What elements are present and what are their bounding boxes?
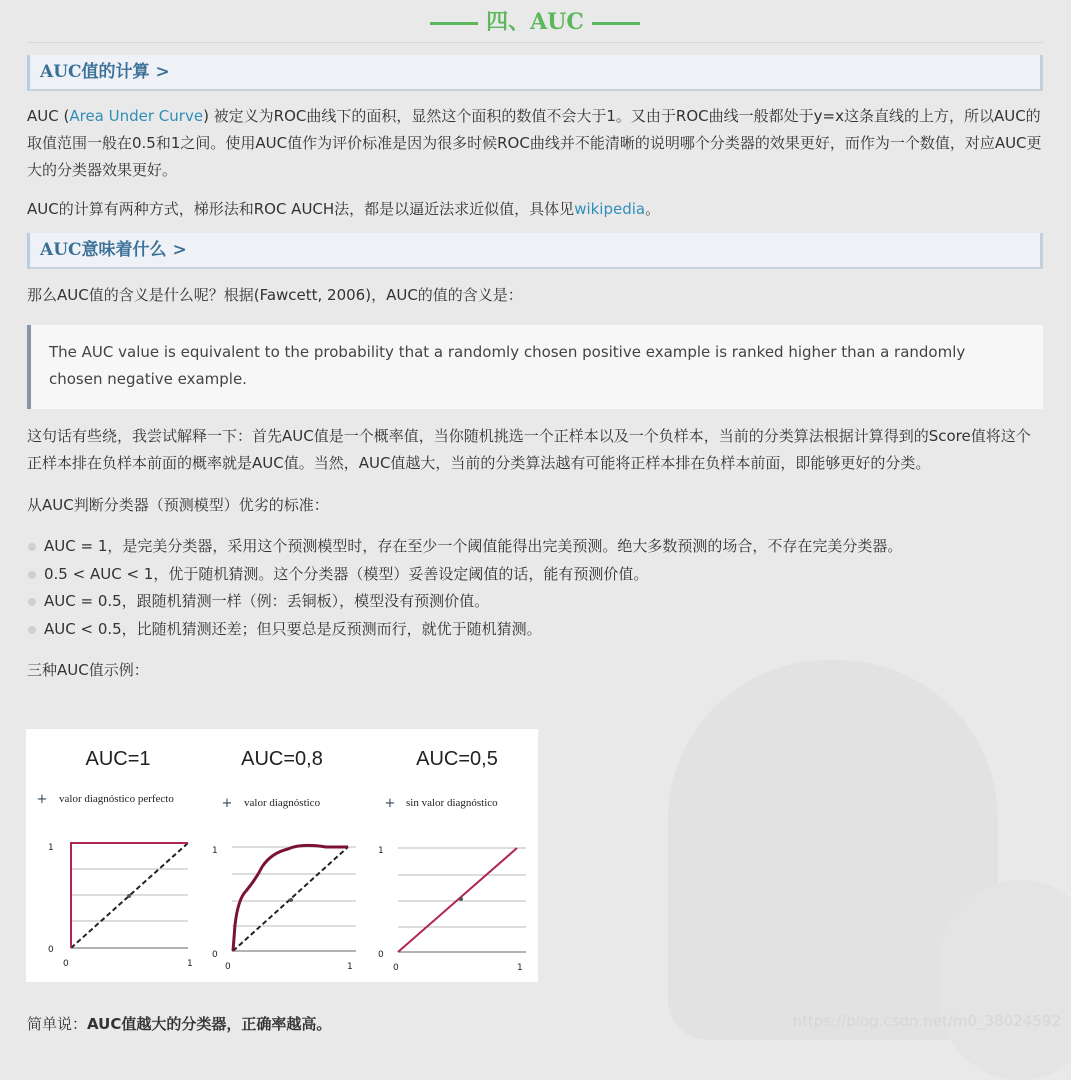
section-heading-auc-calculation: AUC值的计算 > [27,55,1043,91]
panel-auc-1 [37,748,193,969]
panel-auc-0-8 [212,748,356,972]
auc-examples-svg [26,729,538,982]
panel-subtitle: valor diagnóstico [244,797,321,809]
panel-subtitle: sin valor diagnóstico [406,797,498,809]
paragraph-auc-methods: AUC的计算有两种方式，梯形法和ROC AUCH法，都是以逼近法求近似值，具体见wikipedia。 [27,200,661,218]
bullet-icon [28,543,36,551]
svg-text:1: 1 [378,846,384,856]
background-shape [940,880,1071,1080]
list-item: AUC = 1，是完美分类器，采用这个预测模型时，存在至少一个阈值能得出完美预测。绝大多数预测的场合，不存在完美分类器。 [27,533,1043,561]
panel-title: AUC=1 [85,748,151,770]
page-title: 四、AUC [27,0,1043,43]
paragraph-auc-definition: AUC (Area Under Curve) 被定义为ROC曲线下的面积，显然这个面积的数值不会大于1。又由于ROC曲线一般都处于y=x这条直线的上方，所以AUC的取值范围一般在0.5和1之间。使用AUC值作为评价标准是因为很多时候ROC曲线并不能清晰的说明哪个分类器的效果更好，而作为一个数值，对应AUC更大的分类器效果更好。 [27,107,1042,179]
panel-subtitle: valor diagnóstico perfecto [59,793,174,805]
bullet-icon [28,571,36,579]
blockquote: The AUC value is equivalent to the probability that a randomly chosen positive example is ranked higher than a randomly chosen negative example. [27,325,1043,409]
plus-icon: + [36,792,48,807]
svg-text:1: 1 [48,843,54,853]
svg-text:0: 0 [378,950,384,960]
svg-text:1: 1 [347,962,353,972]
paragraph-auc-question: 那么AUC值的含义是什么呢？根据(Fawcett, 2006)，AUC的值的含义是： [27,286,523,304]
watermark: https://blog.csdn.net/m0_38024592 [792,1012,1061,1030]
paragraph-examples-intro: 三种AUC值示例： [27,661,149,679]
panel-auc-0-5 [378,748,526,973]
article [27,0,1043,684]
criteria-list [27,533,1043,643]
paragraph-criteria-intro: 从AUC判断分类器（预测模型）优劣的标准： [27,496,329,514]
title-rule-left [430,22,478,25]
list-item: AUC < 0.5，比随机猜测还差；但只要总是反预测而行，就优于随机猜测。 [27,616,1043,644]
svg-text:1: 1 [187,959,193,969]
plus-icon: + [384,796,396,811]
svg-text:1: 1 [517,963,523,973]
area-under-curve-link[interactable]: Area Under Curve [69,107,204,125]
paragraph-summary: 简单说：AUC值越大的分类器，正确率越高。 [27,1015,332,1033]
list-item: AUC = 0.5，跟随机猜测一样（例：丢铜板），模型没有预测价值。 [27,588,1043,616]
svg-text:0: 0 [212,950,218,960]
svg-text:0: 0 [63,959,69,969]
svg-text:0: 0 [393,963,399,973]
panel-title: AUC=0,8 [241,748,323,770]
plus-icon: + [221,796,233,811]
svg-text:0: 0 [48,945,54,955]
svg-text:1: 1 [212,846,218,856]
paragraph-auc-explanation: 这句话有些绕，我尝试解释一下：首先AUC值是一个概率值，当你随机挑选一个正样本以及一个负样本，当前的分类算法根据计算得到的Score值将这个正样本排在负样本前面的概率就是AUC值。当然，AUC值越大，当前的分类算法越有可能将正样本排在负样本前面，即能够更好的分类。 [27,427,1031,472]
svg-text:0: 0 [225,962,231,972]
title-rule-right [592,22,640,25]
panel-title: AUC=0,5 [416,748,498,770]
auc-examples-figure [26,729,538,982]
bullet-icon [28,598,36,606]
wikipedia-link[interactable]: wikipedia [574,200,646,218]
list-item: 0.5 < AUC < 1，优于随机猜测。这个分类器（模型）妥善设定阈值的话，能有预测价值。 [27,561,1043,589]
section-heading-auc-meaning: AUC意味着什么 > [27,233,1043,269]
bullet-icon [28,626,36,634]
